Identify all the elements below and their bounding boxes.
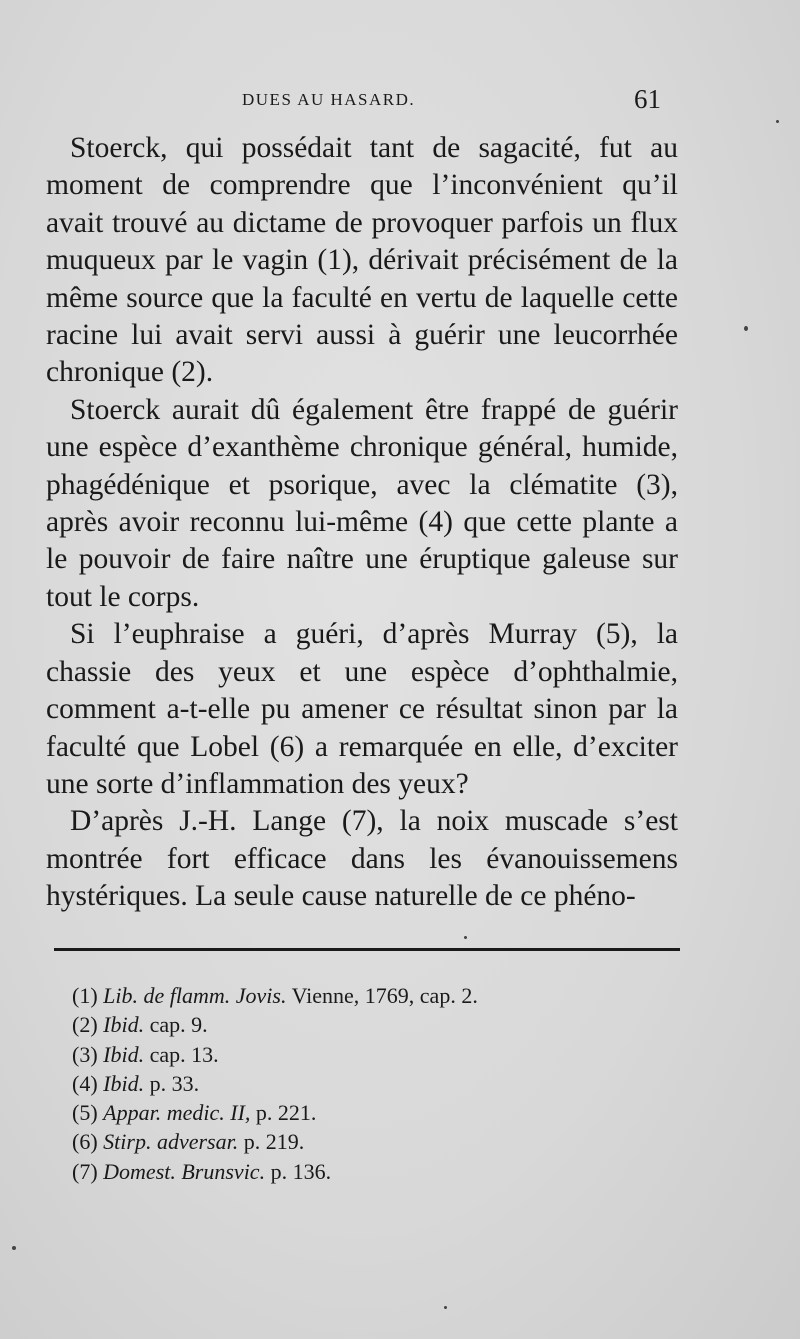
paragraph: Stoerck aurait dû également être frappé de guérir une espèce d’exanthème chronique général, humide, phagédénique et psorique, avec la clématite (3), après avoir reconnu lui-même (4) que cette plante a le pouvoir de faire naître une éruptique galeuse sur tout le corps. (46, 393, 678, 613)
footnote-reference: Ibid. (103, 1041, 145, 1067)
footnote-rule (54, 948, 680, 951)
footnote-detail: p. 33. (144, 1070, 200, 1096)
footnote (72, 1069, 632, 1098)
paragraph: Stoerck, qui possédait tant de sagacité, fut au moment de comprendre que l’inconvénient qu’il avait trouvé au dictame de provoquer parfois un flux muqueux par le vagin (1), dérivait précisément de la même source que la faculté en vertu de laquelle cette racine lui avait servi aussi à guérir une leucorrhée chronique (2). (46, 132, 678, 389)
footnote-detail: Vienne, 1769, cap. 2. (286, 983, 478, 1008)
page-number: 61 (634, 84, 661, 114)
body-text (46, 130, 678, 916)
paragraph: D’après J.-H. Lange (7), la noix muscade s’est montrée fort efficace dans les évanouissemens hystériques. La seule cause naturelle de ce phéno- (46, 805, 678, 913)
footnote-number: (7) (72, 1158, 98, 1184)
footnote (72, 981, 632, 1010)
footnote-number: (1) (72, 983, 98, 1008)
footnote-detail: p. 136. (265, 1158, 332, 1184)
footnote (72, 1157, 632, 1186)
footnote-detail: cap. 13. (144, 1041, 219, 1067)
paper-speck (776, 120, 779, 123)
footnote-detail: p. 221. (250, 1100, 317, 1126)
footnote-reference: Stirp. adversar. (103, 1129, 239, 1155)
page-header (0, 82, 800, 122)
footnote-number: (3) (72, 1041, 98, 1067)
paragraph: Si l’euphraise a guéri, d’après Murray (5), la chassie des yeux et une espèce d’ophthalmie, comment a-t-elle pu amener ce résultat sinon par la faculté que Lobel (6) a remarquée en elle, d’exciter une sorte d’inflammation des yeux? (46, 618, 678, 800)
paper-speck (444, 1306, 447, 1309)
footnote-reference: Ibid. (103, 1070, 145, 1096)
footnote-number: (2) (72, 1012, 98, 1038)
footnote-reference: Ibid. (103, 1012, 145, 1038)
footnote-reference: Appar. medic. II, (103, 1100, 251, 1126)
paper-speck (12, 1246, 16, 1250)
footnote-detail: cap. 9. (144, 1012, 208, 1038)
footnote (72, 1098, 632, 1127)
paper-speck (744, 326, 748, 331)
footnote-number: (6) (72, 1129, 98, 1155)
footnote (72, 1040, 632, 1069)
footnote-reference: Lib. de flamm. Jovis. (103, 983, 287, 1008)
footnote-detail: p. 219. (238, 1129, 305, 1155)
footnote (72, 1010, 632, 1039)
footnote-number: (4) (72, 1070, 98, 1096)
footnote (72, 1127, 632, 1156)
paper-speck (464, 936, 467, 939)
footnotes (72, 981, 632, 1186)
footnote-number: (5) (72, 1100, 98, 1126)
footnote-reference: Domest. Brunsvic. (103, 1158, 266, 1184)
running-title: DUES AU HASARD. (242, 90, 416, 109)
